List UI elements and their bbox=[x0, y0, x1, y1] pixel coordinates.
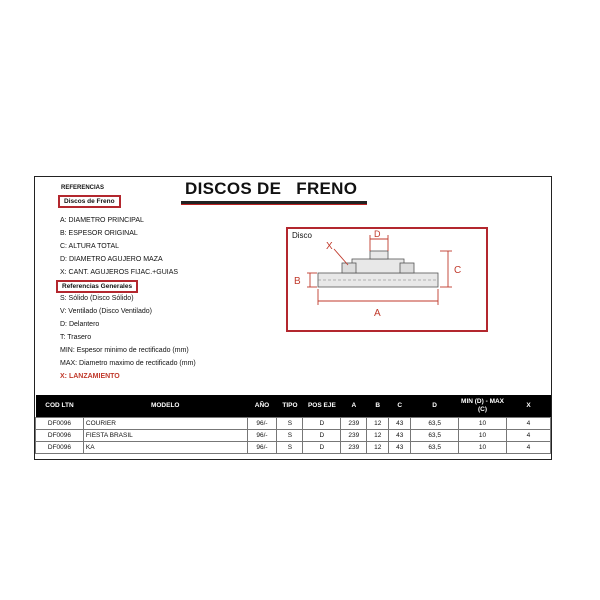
col-x: X bbox=[506, 395, 550, 418]
ref-max: MAX: Diametro maximo de rectificado (mm) bbox=[60, 360, 196, 367]
ref-delantero: D: Delantero bbox=[60, 321, 100, 328]
col-cod-ltn: COD LTN bbox=[36, 395, 84, 418]
ref-a: A: DIAMETRO PRINCIPAL bbox=[60, 217, 144, 224]
dimension-c-letter: C bbox=[454, 265, 462, 276]
disc-diagram bbox=[286, 227, 488, 332]
cell-pos-eje: D bbox=[303, 418, 341, 430]
cell-cod: DF0096 bbox=[36, 442, 84, 454]
col-a: A bbox=[341, 395, 367, 418]
dimension-x-letter: X bbox=[326, 241, 333, 252]
cell-c: 43 bbox=[389, 430, 411, 442]
ref-lanzamiento: X: LANZAMIENTO bbox=[60, 373, 120, 380]
cell-ano: 96/- bbox=[247, 442, 277, 454]
cell-b: 12 bbox=[367, 442, 389, 454]
table-row bbox=[36, 442, 551, 454]
cell-x: 4 bbox=[506, 430, 550, 442]
ref-min: MIN: Espesor minimo de rectificado (mm) bbox=[60, 347, 189, 354]
product-table bbox=[35, 395, 551, 454]
brake-disc-catalog-sheet bbox=[34, 176, 552, 460]
cell-d: 63,5 bbox=[411, 418, 459, 430]
cell-tipo: S bbox=[277, 430, 303, 442]
cell-modelo: COURIER bbox=[83, 418, 247, 430]
cell-min-max: 10 bbox=[459, 418, 507, 430]
col-min-max: MIN (D) - MAX (C) bbox=[459, 395, 507, 418]
cell-d: 63,5 bbox=[411, 430, 459, 442]
col-modelo: MODELO bbox=[83, 395, 247, 418]
cell-cod: DF0096 bbox=[36, 418, 84, 430]
cell-tipo: S bbox=[277, 418, 303, 430]
cell-pos-eje: D bbox=[303, 442, 341, 454]
table-header-row bbox=[36, 395, 551, 418]
col-ano: AÑO bbox=[247, 395, 277, 418]
col-c: C bbox=[389, 395, 411, 418]
ref-s: S: Sólido (Disco Sólido) bbox=[60, 295, 134, 302]
disc-cross-section-drawing bbox=[288, 229, 486, 330]
dimension-d-letter: D bbox=[374, 229, 381, 239]
cell-x: 4 bbox=[506, 418, 550, 430]
cell-min-max: 10 bbox=[459, 442, 507, 454]
table-row bbox=[36, 430, 551, 442]
ref-d: D: DIAMETRO AGUJERO MAZA bbox=[60, 256, 163, 263]
cell-d: 63,5 bbox=[411, 442, 459, 454]
cell-min-max: 10 bbox=[459, 430, 507, 442]
cell-ano: 96/- bbox=[247, 430, 277, 442]
ref-x: X: CANT. AGUJEROS FIJAC.+GUIAS bbox=[60, 269, 179, 276]
cell-ano: 96/- bbox=[247, 418, 277, 430]
cell-b: 12 bbox=[367, 418, 389, 430]
cell-b: 12 bbox=[367, 430, 389, 442]
table-row bbox=[36, 418, 551, 430]
diagram-label: Disco bbox=[292, 231, 313, 240]
referencias-heading: REFERENCIAS bbox=[61, 185, 105, 191]
cell-a: 239 bbox=[341, 442, 367, 454]
dimension-a-line bbox=[318, 289, 438, 305]
ref-v: V: Ventilado (Disco Ventilado) bbox=[60, 308, 152, 315]
cell-tipo: S bbox=[277, 442, 303, 454]
ref-b: B: ESPESOR ORIGINAL bbox=[60, 230, 138, 237]
dimension-a-letter: A bbox=[374, 308, 381, 319]
dimension-x-leader bbox=[334, 249, 348, 265]
cell-c: 43 bbox=[389, 442, 411, 454]
cell-c: 43 bbox=[389, 418, 411, 430]
col-pos-eje: POS EJE bbox=[303, 395, 341, 418]
ref-c: C: ALTURA TOTAL bbox=[60, 243, 120, 250]
page-title: DISCOS DE FRENO bbox=[185, 179, 358, 198]
rotor-profile-shape bbox=[318, 251, 438, 287]
cell-modelo: FIESTA BRASIL bbox=[83, 430, 247, 442]
ref-trasero: T: Trasero bbox=[60, 334, 92, 341]
col-d: D bbox=[411, 395, 459, 418]
cell-a: 239 bbox=[341, 430, 367, 442]
cell-pos-eje: D bbox=[303, 430, 341, 442]
col-tipo: TIPO bbox=[277, 395, 303, 418]
col-b: B bbox=[367, 395, 389, 418]
cell-a: 239 bbox=[341, 418, 367, 430]
cell-modelo: KA bbox=[83, 442, 247, 454]
dimension-c-line bbox=[440, 251, 452, 287]
discos-de-freno-box: Discos de Freno bbox=[58, 195, 121, 208]
dimension-b-line bbox=[307, 273, 317, 287]
cell-x: 4 bbox=[506, 442, 550, 454]
title-underline bbox=[181, 201, 367, 205]
cell-cod: DF0096 bbox=[36, 430, 84, 442]
dimension-b-letter: B bbox=[294, 276, 301, 287]
referencias-generales-box: Referencias Generales bbox=[56, 280, 138, 293]
